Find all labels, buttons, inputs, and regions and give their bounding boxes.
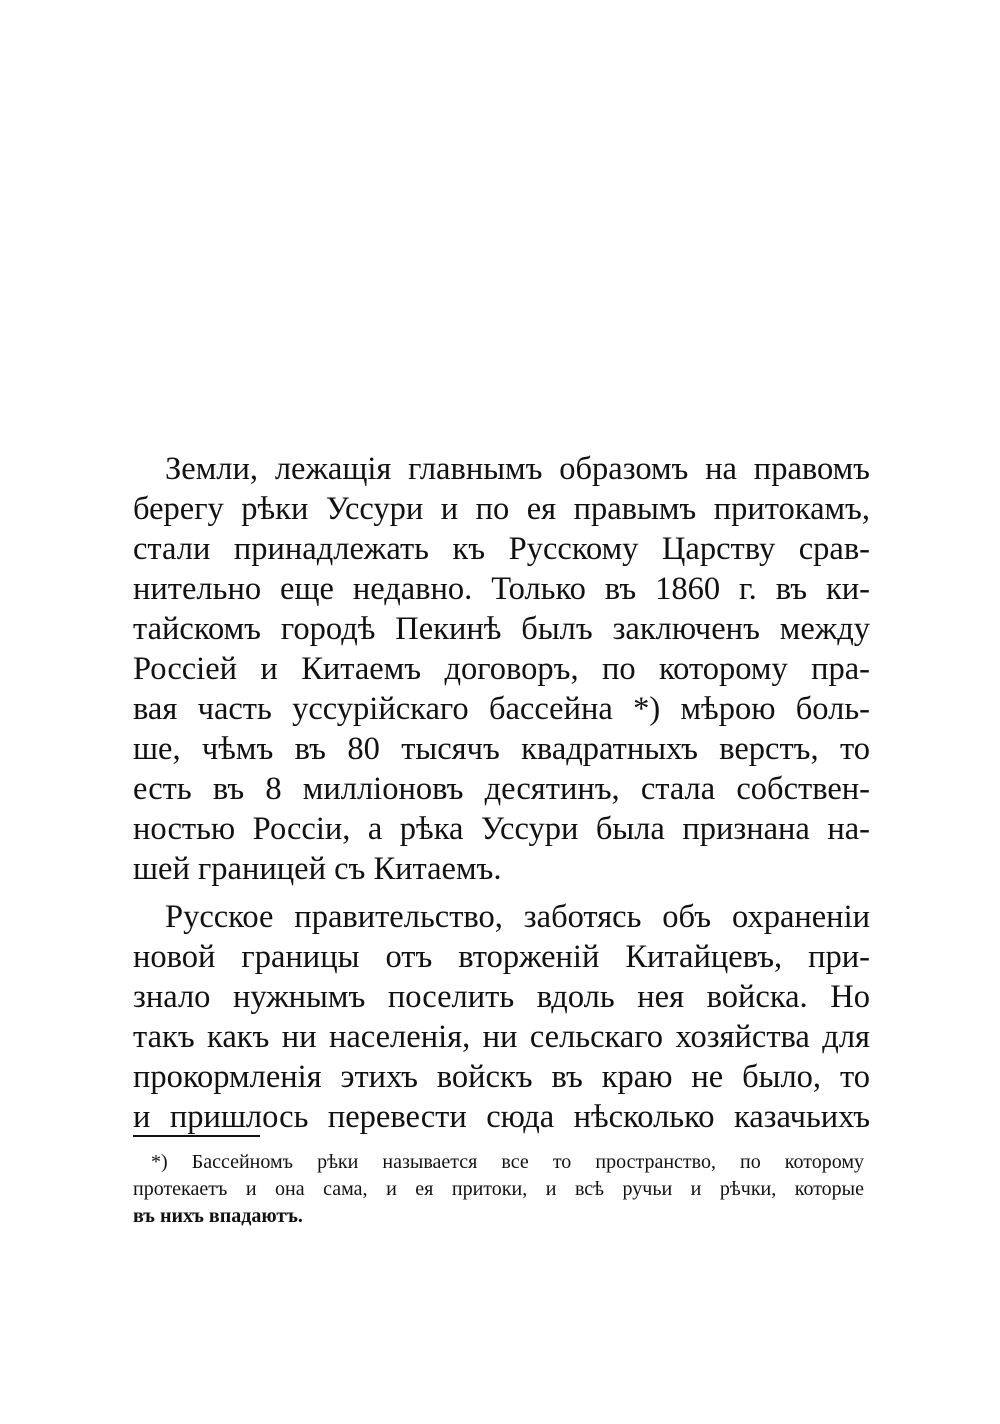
text-line: нительно еще недавно. Только въ 1860 г. въ ки- [133,571,870,607]
text-line: ше, чѣмъ въ 80 тысячъ квадратныхъ верстъ, то [133,731,870,767]
paragraph-2 [133,897,870,1137]
footnote-divider [133,1135,260,1137]
text-line: вая часть уссурійскаго бассейна *) мѣрою боль- [133,691,870,727]
text-line: шей границей съ Китаемъ. [133,851,502,887]
paragraph-1 [133,449,870,889]
main-text [133,449,870,1137]
text-line: такъ какъ ни населенія, ни сельскаго хозяйства для [133,1019,870,1055]
text-line: знало нужнымъ поселить вдоль нея войска. Но [133,979,870,1015]
text-line: ностью Россіи, а рѣка Уссури была признана на- [133,811,870,847]
text-line: Земли, лежащія главнымъ образомъ на правомъ [165,451,870,487]
text-line: Русское правительство, заботясь объ охраненіи [165,899,870,935]
footnote-line: *) Бассейномъ рѣки называется все то пространство, по которому [151,1151,864,1173]
text-line: Россіей и Китаемъ договоръ, по которому пра- [133,651,870,687]
text-line: и пришлось перевести сюда нѣсколько казачьихъ [133,1099,870,1135]
footnote-line: въ нихъ впадаютъ. [133,1205,303,1227]
text-line: берегу рѣки Уссури и по ея правымъ притокамъ, [133,491,870,527]
footnote [133,1149,864,1230]
text-line: тайскомъ городѣ Пекинѣ былъ заключенъ между [133,611,870,647]
text-line: прокормленія этихъ войскъ въ краю не было, то [133,1059,870,1095]
text-line: стали принадлежать къ Русскому Царству срав- [133,531,870,567]
text-line: новой границы отъ вторженій Китайцевъ, при- [133,939,870,975]
text-line: есть въ 8 милліоновъ десятинъ, стала собствен- [133,771,870,807]
footnote-line: протекаетъ и она сама, и ея притоки, и всѣ ручьи и рѣчки, которые [133,1178,864,1200]
